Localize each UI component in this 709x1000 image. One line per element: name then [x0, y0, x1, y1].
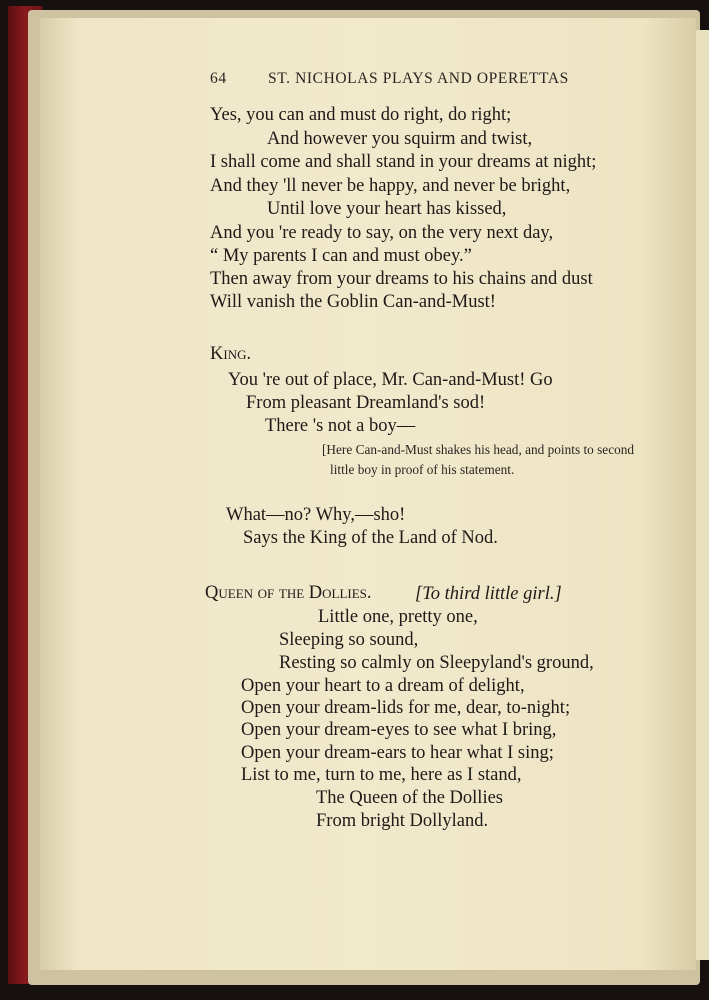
verse-line: Open your dream-ears to hear what I sing; [241, 743, 554, 763]
verse-line: Little one, pretty one, [318, 607, 478, 627]
stage-direction-queen: [To third little girl.] [415, 584, 562, 604]
verse-line: Yes, you can and must do right, do right; [210, 105, 512, 125]
verse-line: Says the King of the Land of Nod. [243, 528, 498, 548]
verse-line: From bright Dollyland. [316, 811, 489, 831]
verse-line: “ My parents I can and must obey.” [210, 246, 472, 266]
page-number: 64 [210, 70, 227, 87]
verse-line: I shall come and shall stand in your dreams at night; [210, 152, 597, 172]
verse-line: Open your heart to a dream of delight, [241, 676, 525, 696]
verse-line: And they 'll never be happy, and never be bright, [210, 176, 571, 196]
verse-line: Open your dream-lids for me, dear, to-night; [241, 698, 571, 718]
verse-line: What—no? Why,—sho! [226, 505, 406, 525]
verse-line: And you 're ready to say, on the very next day, [210, 223, 554, 243]
verse-line: You 're out of place, Mr. Can-and-Must! Go [228, 370, 553, 390]
verse-line: Open your dream-eyes to see what I bring, [241, 720, 557, 740]
speaker-queen: Queen of the Dollies. [205, 583, 372, 603]
speaker-king: King. [210, 344, 252, 364]
running-header [210, 70, 630, 88]
stage-direction: [Here Can-and-Must shakes his head, and points to second little boy in proof of his statement. [322, 442, 635, 477]
verse-line: Resting so calmly on Sleepyland's ground, [279, 653, 594, 673]
verse-line: Then away from your dreams to his chains and dust [210, 269, 593, 289]
verse-line: The Queen of the Dollies [316, 788, 503, 808]
verse-line: From pleasant Dreamland's sod! [246, 393, 486, 413]
verse-line: List to me, turn to me, here as I stand, [241, 765, 522, 785]
verse-line: Until love your heart has kissed, [267, 199, 507, 219]
verse-line: Will vanish the Goblin Can-and-Must! [210, 292, 496, 312]
verse-line: There 's not a boy— [265, 416, 416, 436]
running-title: ST. NICHOLAS PLAYS AND OPERETTAS [268, 70, 569, 87]
verse-line: Sleeping so sound, [279, 630, 419, 650]
verse-line: And however you squirm and twist, [267, 129, 533, 149]
